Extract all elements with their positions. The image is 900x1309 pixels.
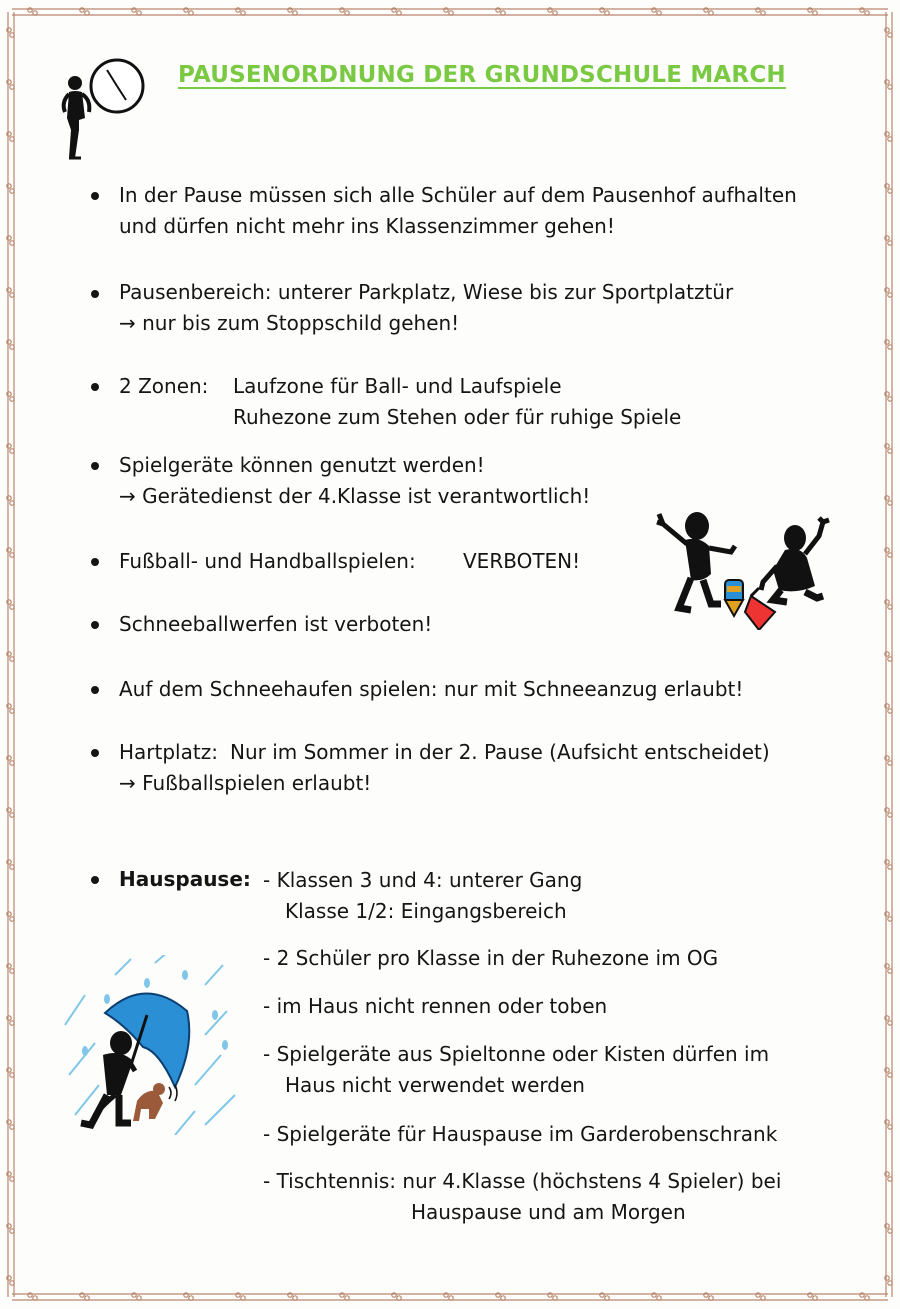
hauspause-item-3: - im Haus nicht rennen oder toben	[263, 994, 608, 1018]
bullet	[91, 621, 99, 629]
bullet	[91, 290, 99, 298]
hauspause-item-4-line-1: - Spielgeräte aus Spieltonne oder Kisten dürfen im	[263, 1042, 770, 1066]
rule-5-value: VERBOTEN!	[463, 549, 581, 573]
clock-figure-icon	[55, 58, 150, 166]
hauspause-label: Hauspause:	[119, 867, 251, 891]
bullet	[91, 686, 99, 694]
rule-4-line-2: → Gerätedienst der 4.Klasse ist verantwortlich!	[119, 484, 591, 508]
rule-3-label: 2 Zonen:	[119, 374, 209, 398]
hauspause-item-1-line-1: - Klassen 3 und 4: unterer Gang	[263, 868, 583, 892]
rule-1-line-2: und dürfen nicht mehr ins Klassenzimmer gehen!	[119, 214, 615, 238]
playing-children-icon	[655, 500, 835, 630]
rule-4-line-1: Spielgeräte können genutzt werden!	[119, 453, 485, 477]
page-title: PAUSENORDNUNG DER GRUNDSCHULE MARCH	[178, 62, 786, 88]
umbrella-rain-icon	[55, 955, 240, 1135]
rule-1-line-1: In der Pause müssen sich alle Schüler auf dem Pausenhof aufhalten	[119, 183, 797, 207]
hauspause-item-1-line-2: Klasse 1/2: Eingangsbereich	[285, 899, 567, 923]
rule-8-line-2: → Fußballspielen erlaubt!	[119, 771, 372, 795]
rule-3-line-1: Laufzone für Ball- und Laufspiele	[233, 374, 562, 398]
rule-8-line-1: Nur im Sommer in der 2. Pause (Aufsicht entscheidet)	[230, 740, 770, 764]
rule-8-label: Hartplatz:	[119, 740, 218, 764]
bullet	[91, 876, 99, 884]
rule-2-line-1: Pausenbereich: unterer Parkplatz, Wiese bis zur Sportplatztür	[119, 280, 734, 304]
rule-2-line-2: → nur bis zum Stoppschild gehen!	[119, 311, 460, 335]
rule-5-label: Fußball- und Handballspielen:	[119, 549, 416, 573]
bullet	[91, 749, 99, 757]
rule-7-line-1: Auf dem Schneehaufen spielen: nur mit Schneeanzug erlaubt!	[119, 677, 744, 701]
bullet	[91, 192, 99, 200]
bullet	[91, 462, 99, 470]
bullet	[91, 558, 99, 566]
hauspause-item-6-line-2: Hauspause und am Morgen	[411, 1200, 686, 1224]
bullet	[91, 383, 99, 391]
hauspause-item-4-line-2: Haus nicht verwendet werden	[285, 1073, 585, 1097]
rule-6-line-1: Schneeballwerfen ist verboten!	[119, 612, 433, 636]
rule-3-line-2: Ruhezone zum Stehen oder für ruhige Spiele	[233, 405, 682, 429]
hauspause-item-6-line-1: - Tischtennis: nur 4.Klasse (höchstens 4 Spieler) bei	[263, 1169, 782, 1193]
hauspause-item-2: - 2 Schüler pro Klasse in der Ruhezone im OG	[263, 946, 719, 970]
hauspause-item-5: - Spielgeräte für Hauspause im Garderobenschrank	[263, 1122, 778, 1146]
